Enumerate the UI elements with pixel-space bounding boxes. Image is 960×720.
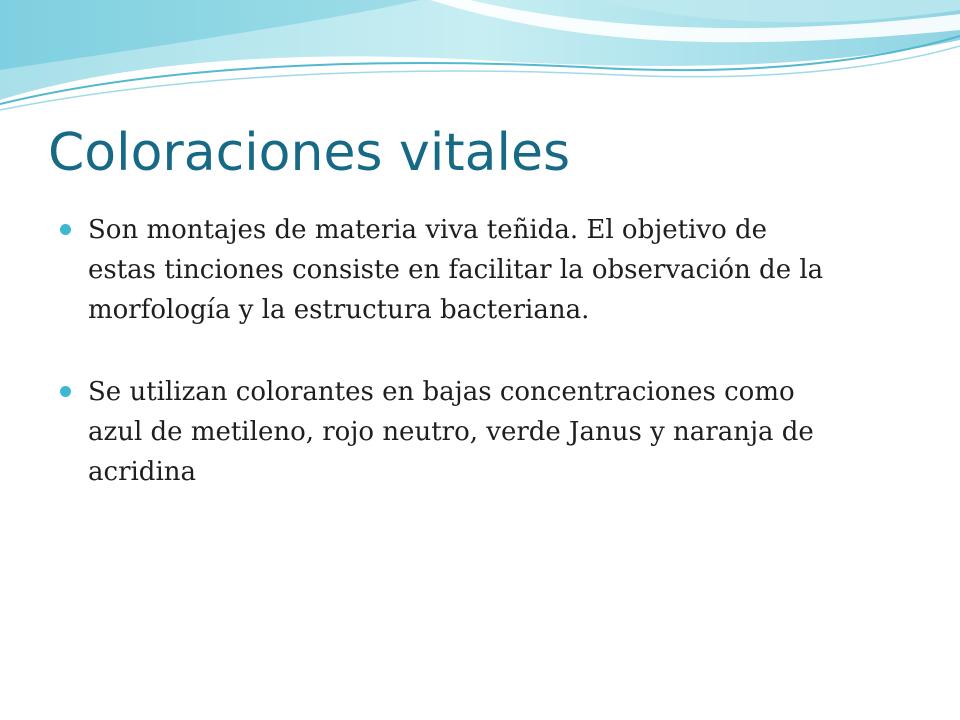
bullet-text (88, 372, 920, 492)
bullet-line: acridina (88, 457, 197, 487)
bullet-dot-icon (60, 386, 71, 397)
bullet-line: Son montajes de materia viva teñida. El objetivo de (88, 215, 768, 245)
header-wave-decoration (0, 0, 960, 130)
bullet-text (88, 210, 920, 330)
bullet-line: Se utilizan colorantes en bajas concentraciones como (88, 377, 795, 407)
bullet-line: estas tinciones consiste en facilitar la observación de la (88, 255, 824, 285)
slide-title: Coloraciones vitales (48, 123, 571, 183)
bullet-item (60, 372, 920, 492)
bullet-list (60, 210, 920, 534)
bullet-line: morfología y la estructura bacteriana. (88, 295, 590, 325)
bullet-line: azul de metileno, rojo neutro, verde Janus y naranja de (88, 417, 814, 447)
bullet-item (60, 210, 920, 330)
bullet-dot-icon (60, 224, 71, 235)
